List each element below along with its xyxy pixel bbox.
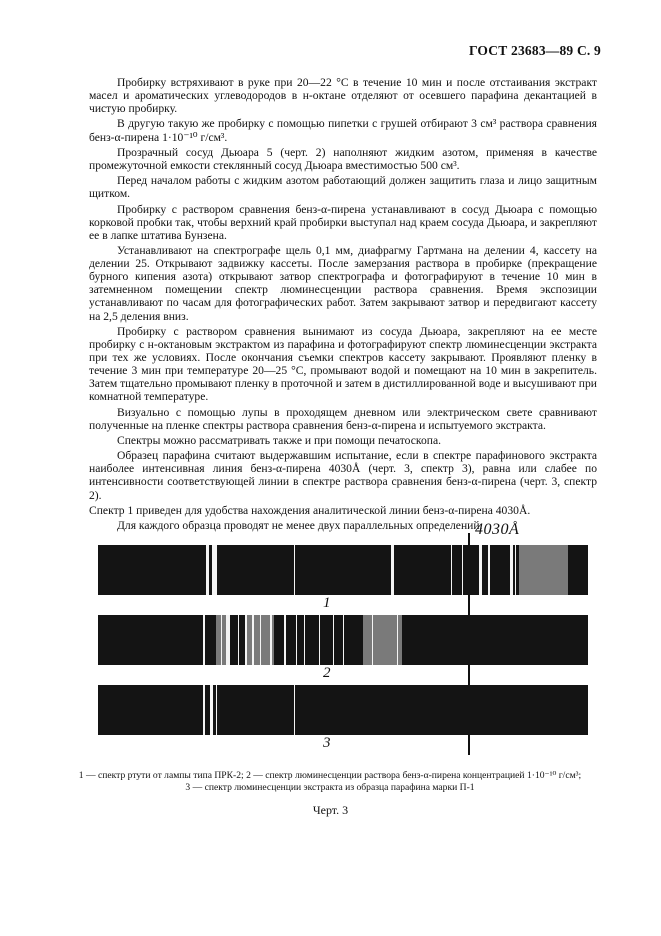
- spectrum-strip-3: [98, 685, 588, 735]
- spectral-line: [203, 615, 205, 665]
- paragraph: Визуально с помощью лупы в проходящем дневном или электрическом свете сравнивают полученные на пленке спектры раствора сравнения бенз-α-пирена и испытуемого экстракта.: [89, 405, 597, 432]
- spectral-line: [210, 685, 213, 735]
- spectral-line: [212, 545, 217, 595]
- paragraph: В другую такую же пробирку с помощью пипетки с грушей отбирают 3 см³ раствора сравнения бенз-α-пирена 1·10⁻¹⁰ г/см³.: [89, 117, 597, 144]
- paragraph: Прозрачный сосуд Дьюара 5 (черт. 2) наполняют жидким азотом, применяя в качестве промежуточной емкости стеклянный сосуд Дьюара вместимостью 500 см³.: [89, 145, 597, 172]
- spectral-line: [238, 615, 239, 665]
- body-text: [89, 76, 597, 534]
- spectral-line: [294, 545, 295, 595]
- paragraph: Для каждого образца проводят не менее двух параллельных определений.: [117, 519, 483, 533]
- caption-line: 3 — спектр люминесценции экстракта из образца парафина марки П-1: [185, 782, 475, 793]
- spectrum-strip-1: [98, 545, 588, 595]
- spectral-line: [515, 545, 517, 595]
- spectrum-glow: [519, 545, 568, 595]
- spectral-line: [245, 615, 247, 665]
- paragraph: Пробирку встряхивают в руке при 20—22 °С в течение 10 мин и после отстаивания экстракт масел и ароматических углеводородов в н-октане отделяют от осевшего парафина декантацией в чистую пробирку.: [89, 76, 597, 116]
- spectral-line: [284, 615, 285, 665]
- spectrum-glow: [363, 615, 402, 665]
- spectral-line: [488, 545, 490, 595]
- paragraph: Образец парафина считают выдержавшим испытание, если в спектре парафинового экстракта наиболее интенсивная линия бенз-α-пирена 4030Å (черт. 3, спектр 3), равна или слабее по интенсивности соответствующей линии в спектре раствора сравнения бенз-α-пирена (черт. 3, спектр 2).: [89, 449, 597, 502]
- figure-caption: [30, 770, 630, 794]
- paragraph: Пробирку с раствором сравнения бенз-α-пирена устанавливают в сосуд Дьюара с помощью корковой пробки так, чтобы верхний край пробирки выступал над краем сосуда Дьюара, и закрепляют ее в лапке штатива Бунзена.: [89, 202, 597, 242]
- spectrum-strip-2: [98, 615, 588, 665]
- caption-line: 1 — спектр ртути от лампы типа ПРК-2; 2 — спектр люминесценции раствора бенз-α-пирена концентрацией 1·10⁻¹⁰ г/см³;: [78, 770, 582, 781]
- spectral-line: [252, 615, 254, 665]
- page-header: ГОСТ 23683—89 С. 9: [468, 43, 601, 58]
- spectral-line: [319, 615, 320, 665]
- spectral-line: [206, 545, 209, 595]
- paragraph: Устанавливают на спектрографе щель 0,1 мм, диафрагму Гартмана на делении 4, кассету на делении 25. Открывают задвижку кассеты. После замерзания раствора в пробирке (прекращение бурного кипения азота) открывают затвор спектрографа и фотографируют в течение 10 мин в затемненном помещении спектр люминесценции раствора сравнения. Время экспозиции устанавливают по часам для фотографических работ. Затем закрывают затвор и передвигают кассету на 2,5 деления вниз.: [89, 244, 597, 323]
- paragraph: Пробирку с раствором сравнения вынимают из сосуда Дьюара, закрепляют на ее месте пробирку с н-октановым экстрактом из парафина и фотографируют спектр люминесценции экстракта при тех же условиях. После окончания съемки спектров кассету закрывают. Проявляют пленку в течение 3 мин при температуре 20—25 °С, промывают водой и помещают на 10 мин в закрепитель. Затем тщательно промывают пленку в проточной и затем в дистиллированной воде и высушивают при комнатной температуре.: [89, 324, 597, 404]
- spectral-line: [304, 615, 305, 665]
- spectral-line: [333, 615, 334, 665]
- spectral-line: [203, 685, 205, 735]
- spectrum-label-3: 3: [323, 735, 331, 751]
- spectral-line: [372, 615, 373, 665]
- wavelength-label: 4030Å: [475, 521, 520, 538]
- spectra-figure: [90, 515, 590, 770]
- spectrum-label-2: 2: [323, 665, 331, 681]
- spectral-line: [343, 615, 344, 665]
- spectral-line: [294, 685, 295, 735]
- spectral-line: [216, 685, 217, 735]
- spectral-line: [462, 545, 463, 595]
- spectral-line: [221, 615, 223, 665]
- paragraph: Спектры можно рассматривать также и при помощи печатоскопа.: [117, 433, 441, 447]
- spectral-line: [270, 615, 271, 665]
- paragraph: Спектр 1 приведен для удобства нахождения аналитической линии бенз-α-пирена 4030Å.: [89, 503, 531, 517]
- spectral-line: [397, 615, 398, 665]
- spectrum-label-1: 1: [323, 595, 331, 611]
- spectral-line: [479, 545, 482, 595]
- spectral-line: [510, 545, 513, 595]
- spectral-line: [226, 615, 230, 665]
- spectral-line: [451, 545, 452, 595]
- spectral-line: [260, 615, 261, 665]
- spectral-line: [391, 545, 394, 595]
- figure-number: Черт. 3: [312, 803, 349, 817]
- spectral-line: [296, 615, 297, 665]
- paragraph: Перед началом работы с жидким азотом работающий должен защитить глаза и лицо защитным щитком.: [89, 174, 597, 201]
